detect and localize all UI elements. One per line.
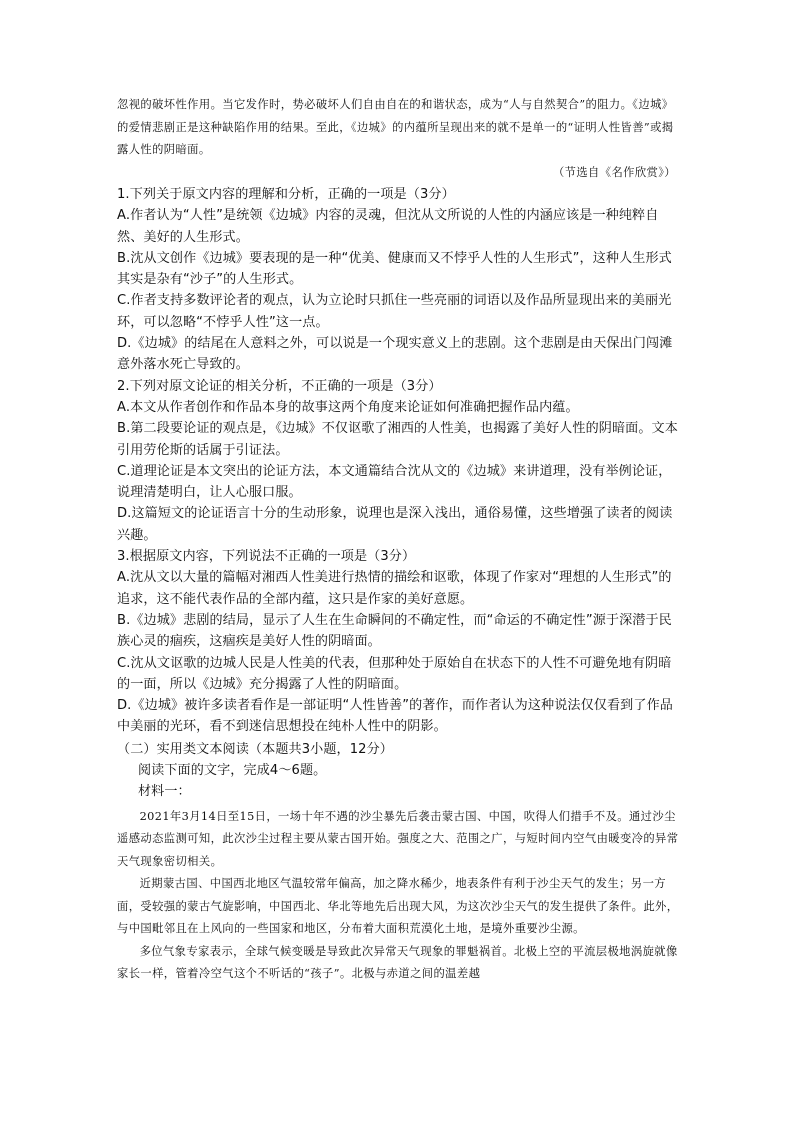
reading-instruction: 阅读下面的文字，完成4～6题。: [137, 763, 327, 779]
option-a: A.作者认为“人性”是统领《边城》内容的灵魂，但沈从文所说的人性的内涵应该是一种纯粹自然、美好的人生形式。: [117, 208, 659, 245]
question-stem: 3.根据原文内容，下列说法不正确的一项是（3分）: [117, 549, 416, 565]
option-a: A.沈从文以大量的篇幅对湘西人性美进行热情的描绘和讴歌，体现了作家对“理想的人生形式”的追求，这不能代表作品的全部内蕴，这只是作家的美好意愿。: [117, 570, 672, 607]
option-b: B.《边城》悲剧的结局，显示了人生在生命瞬间的不确定性，而“命运的不确定性”源于深潜于民族心灵的痼疾，这痼疾是美好人性的阴暗面。: [117, 612, 672, 650]
option-a: A.本文从作者创作和作品本身的故事这两个角度来论证如何准确把握作品内蕴。: [117, 399, 579, 415]
document-page: [117, 94, 682, 986]
option-c: C.作者支持多数评论者的观点，认为立论时只抓住一些亮丽的词语以及作品所显现出来的美丽光环，可以忽略“不悖乎人性”这一点。: [117, 293, 672, 330]
passage-ending: 忽视的破坏性作用。当它发作时，势必破坏人们自由自在的和谐状态，成为“人与自然契合”的阻力。《边城》的爱情悲剧正是这种缺陷作用的结果。至此，《边城》的内蕴所呈现出来的就不是单一的“证明人性皆善”或揭露人性的阴暗面。: [117, 98, 674, 156]
material-paragraph: 近期蒙古国、中国西北地区气温较常年偏高，加之降水稀少，地表条件有利于沙尘天气的发生；另一方面，受较强的蒙古气旋影响，中国西北、华北等地先后出现大风，为这次沙尘天气的发生提供了条件。此外，与中国毗邻且在上风向的一些国家和地区，分布着大面积荒漠化土地，是境外重要沙尘源。: [117, 877, 679, 936]
material-label: 材料一：: [137, 784, 191, 800]
question-1: [117, 184, 682, 376]
material-paragraph: 2021年3月14日至15日，一场十年不遇的沙尘暴先后袭击蒙古国、中国，吹得人们措手不及。通过沙尘遥感动态监测可知，此次沙尘过程主要从蒙古国开始。强度之大、范围之广，与短时间内空气由暖变冷的异常天气现象密切相关。: [117, 809, 679, 868]
material-one-text: [117, 806, 682, 986]
section-heading: （二）实用类文本阅读（本题共3小题，12分）: [117, 741, 393, 757]
option-d: D.《边城》的结尾在人意料之外，可以说是一个现实意义上的悲剧。这个悲剧是由天保出门闯滩意外落水死亡导致的。: [117, 336, 673, 373]
question-stem: 2.下列对原文论证的相关分析，不正确的一项是（3分）: [117, 378, 442, 394]
question-3: [117, 546, 682, 738]
section-practical-reading: [117, 739, 682, 803]
option-b: B.沈从文创作《边城》要表现的是一种“优美、健康而又不悖乎人性的人生形式”，这种人生形式其实是杂有“沙子”的人生形式。: [117, 250, 672, 288]
option-c: C.道理论证是本文突出的论证方法，本文通篇结合沈从文的《边城》来讲道理，没有举例论证，说理清楚明白，让人心服口服。: [117, 463, 672, 501]
question-2: [117, 376, 682, 546]
option-c: C.沈从文讴歌的边城人民是人性美的代表，但那种处于原始自在状态下的人性不可避免地有阴暗的一面，所以《边城》充分揭露了人性的阴暗面。: [117, 655, 672, 692]
option-d: D.这篇短文的论证语言十分的生动形象，说理也是深入浅出，通俗易懂，这些增强了读者的阅读兴趣。: [117, 506, 673, 543]
material-paragraph: 多位气象专家表示，全球气候变暖是导致此次异常天气现象的罪魁祸首。北极上空的平流层极地涡旋就像家长一样，管着冷空气这个不听话的“孩子”。北极与赤道之间的温差越: [117, 944, 678, 981]
option-b: B.第二段要论证的观点是，《边城》不仅讴歌了湘西的人性美，也揭露了美好人性的阴暗面。文本引用劳伦斯的话属于引证法。: [117, 421, 678, 458]
passage-source: （节选自《名作欣赏》）: [552, 165, 676, 179]
question-stem: 1.下列关于原文内容的理解和分析，正确的一项是（3分）: [117, 187, 455, 202]
option-d: D.《边城》被许多读者看作是一部证明“人性皆善”的著作，而作者认为这种说法仅仅看到了作品中美丽的光环，看不到迷信思想投在纯朴人性中的阴影。: [117, 698, 673, 735]
